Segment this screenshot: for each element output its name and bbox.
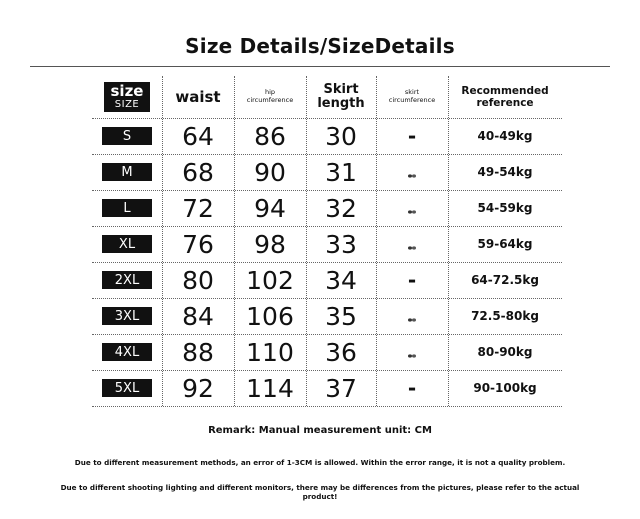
header-size xyxy=(92,76,162,118)
smudge-icon xyxy=(407,304,417,328)
header-rec-line2: reference xyxy=(476,97,534,109)
size-table xyxy=(92,76,562,406)
waist-value: 88 xyxy=(182,337,214,367)
header-waist: waist xyxy=(175,88,221,106)
size-label: L xyxy=(102,199,152,217)
size-label: S xyxy=(102,127,152,145)
skirt-circumference-value xyxy=(376,370,448,406)
skirt-circumference-value xyxy=(376,154,448,190)
recommended-weight: 54-59kg xyxy=(477,201,533,215)
skirt-length-value: 34 xyxy=(325,265,357,295)
skirt-circumference-text: - xyxy=(407,268,417,292)
header-hip xyxy=(234,76,306,118)
recommended-weight: 40-49kg xyxy=(477,129,533,143)
size-label: 2XL xyxy=(102,271,152,289)
size-label: XL xyxy=(102,235,152,253)
recommended-weight: 90-100kg xyxy=(473,381,537,395)
size-cell xyxy=(92,226,162,262)
hip-value: 114 xyxy=(246,373,294,403)
header-skirt-line2: length xyxy=(317,96,365,111)
hip-value: 98 xyxy=(254,229,286,259)
skirt-circumference-value xyxy=(376,118,448,154)
skirt-length-value: 35 xyxy=(325,301,357,331)
size-cell xyxy=(92,298,162,334)
column-divider xyxy=(376,76,377,406)
size-cell xyxy=(92,334,162,370)
column-divider xyxy=(448,76,449,406)
waist-value: 72 xyxy=(182,193,214,223)
recommended-weight: 64-72.5kg xyxy=(471,273,539,287)
skirt-circumference-value xyxy=(376,298,448,334)
header-skirt-circ-line2: circumference xyxy=(388,96,436,104)
remark-text: Remark: Manual measurement unit: CM xyxy=(208,425,432,436)
size-header-top: size xyxy=(110,82,144,100)
header-hip-line2: circumference xyxy=(246,96,294,104)
waist-value: 84 xyxy=(182,301,214,331)
title-divider xyxy=(30,66,610,67)
recommended-weight: 49-54kg xyxy=(477,165,533,179)
skirt-circumference-value xyxy=(376,226,448,262)
measurement-note: Due to different measurement methods, an error of 1-3CM is allowed. Within the error range, it is not a quality problem. xyxy=(74,458,566,467)
skirt-length-value: 33 xyxy=(325,229,357,259)
header-skirt-length xyxy=(306,76,376,118)
skirt-length-value: 32 xyxy=(325,193,357,223)
column-divider xyxy=(306,76,307,406)
smudge-icon xyxy=(407,196,417,220)
header-skirt-circumference xyxy=(376,76,448,118)
size-label: M xyxy=(102,163,152,181)
skirt-circumference-value xyxy=(376,334,448,370)
smudge-icon xyxy=(407,340,417,364)
waist-value: 80 xyxy=(182,265,214,295)
size-label: 4XL xyxy=(102,343,152,361)
header-rec-line1: Recommended xyxy=(461,84,549,97)
display-note: Due to different shooting lighting and different monitors, there may be differences from the pictures, please refer to the actual product! xyxy=(60,483,580,502)
recommended-weight: 59-64kg xyxy=(477,237,533,251)
size-cell xyxy=(92,118,162,154)
hip-value: 94 xyxy=(254,193,286,223)
page-title: Size Details/SizeDetails xyxy=(185,34,455,58)
hip-value: 106 xyxy=(246,301,294,331)
size-cell xyxy=(92,262,162,298)
size-cell xyxy=(92,154,162,190)
skirt-circumference-value xyxy=(376,262,448,298)
skirt-circumference-text: - xyxy=(407,376,417,400)
skirt-length-value: 30 xyxy=(325,121,357,151)
hip-value: 110 xyxy=(246,337,294,367)
header-recommended-reference xyxy=(448,76,562,118)
skirt-circumference-text: - xyxy=(407,124,417,148)
hip-value: 102 xyxy=(246,265,294,295)
waist-value: 92 xyxy=(182,373,214,403)
size-cell xyxy=(92,370,162,406)
size-label: 3XL xyxy=(102,307,152,325)
size-cell xyxy=(92,190,162,226)
row-divider xyxy=(92,406,562,407)
skirt-circumference-value xyxy=(376,190,448,226)
smudge-icon xyxy=(407,232,417,256)
column-divider xyxy=(162,76,163,406)
size-header-bottom: SIZE xyxy=(114,99,140,110)
size-label: 5XL xyxy=(102,379,152,397)
waist-value: 76 xyxy=(182,229,214,259)
column-divider xyxy=(234,76,235,406)
waist-value: 64 xyxy=(182,121,214,151)
header-hip-line1: hip xyxy=(264,88,276,97)
skirt-length-value: 36 xyxy=(325,337,357,367)
skirt-length-value: 31 xyxy=(325,157,357,187)
smudge-icon xyxy=(407,160,417,184)
recommended-weight: 72.5-80kg xyxy=(471,309,539,323)
hip-value: 86 xyxy=(254,121,286,151)
size-header-badge xyxy=(104,82,150,112)
recommended-weight: 80-90kg xyxy=(477,345,533,359)
skirt-length-value: 37 xyxy=(325,373,357,403)
waist-value: 68 xyxy=(182,157,214,187)
header-skirt-circ-line1: skirt xyxy=(404,88,420,97)
header-skirt-line1: Skirt xyxy=(323,82,359,98)
hip-value: 90 xyxy=(254,157,286,187)
